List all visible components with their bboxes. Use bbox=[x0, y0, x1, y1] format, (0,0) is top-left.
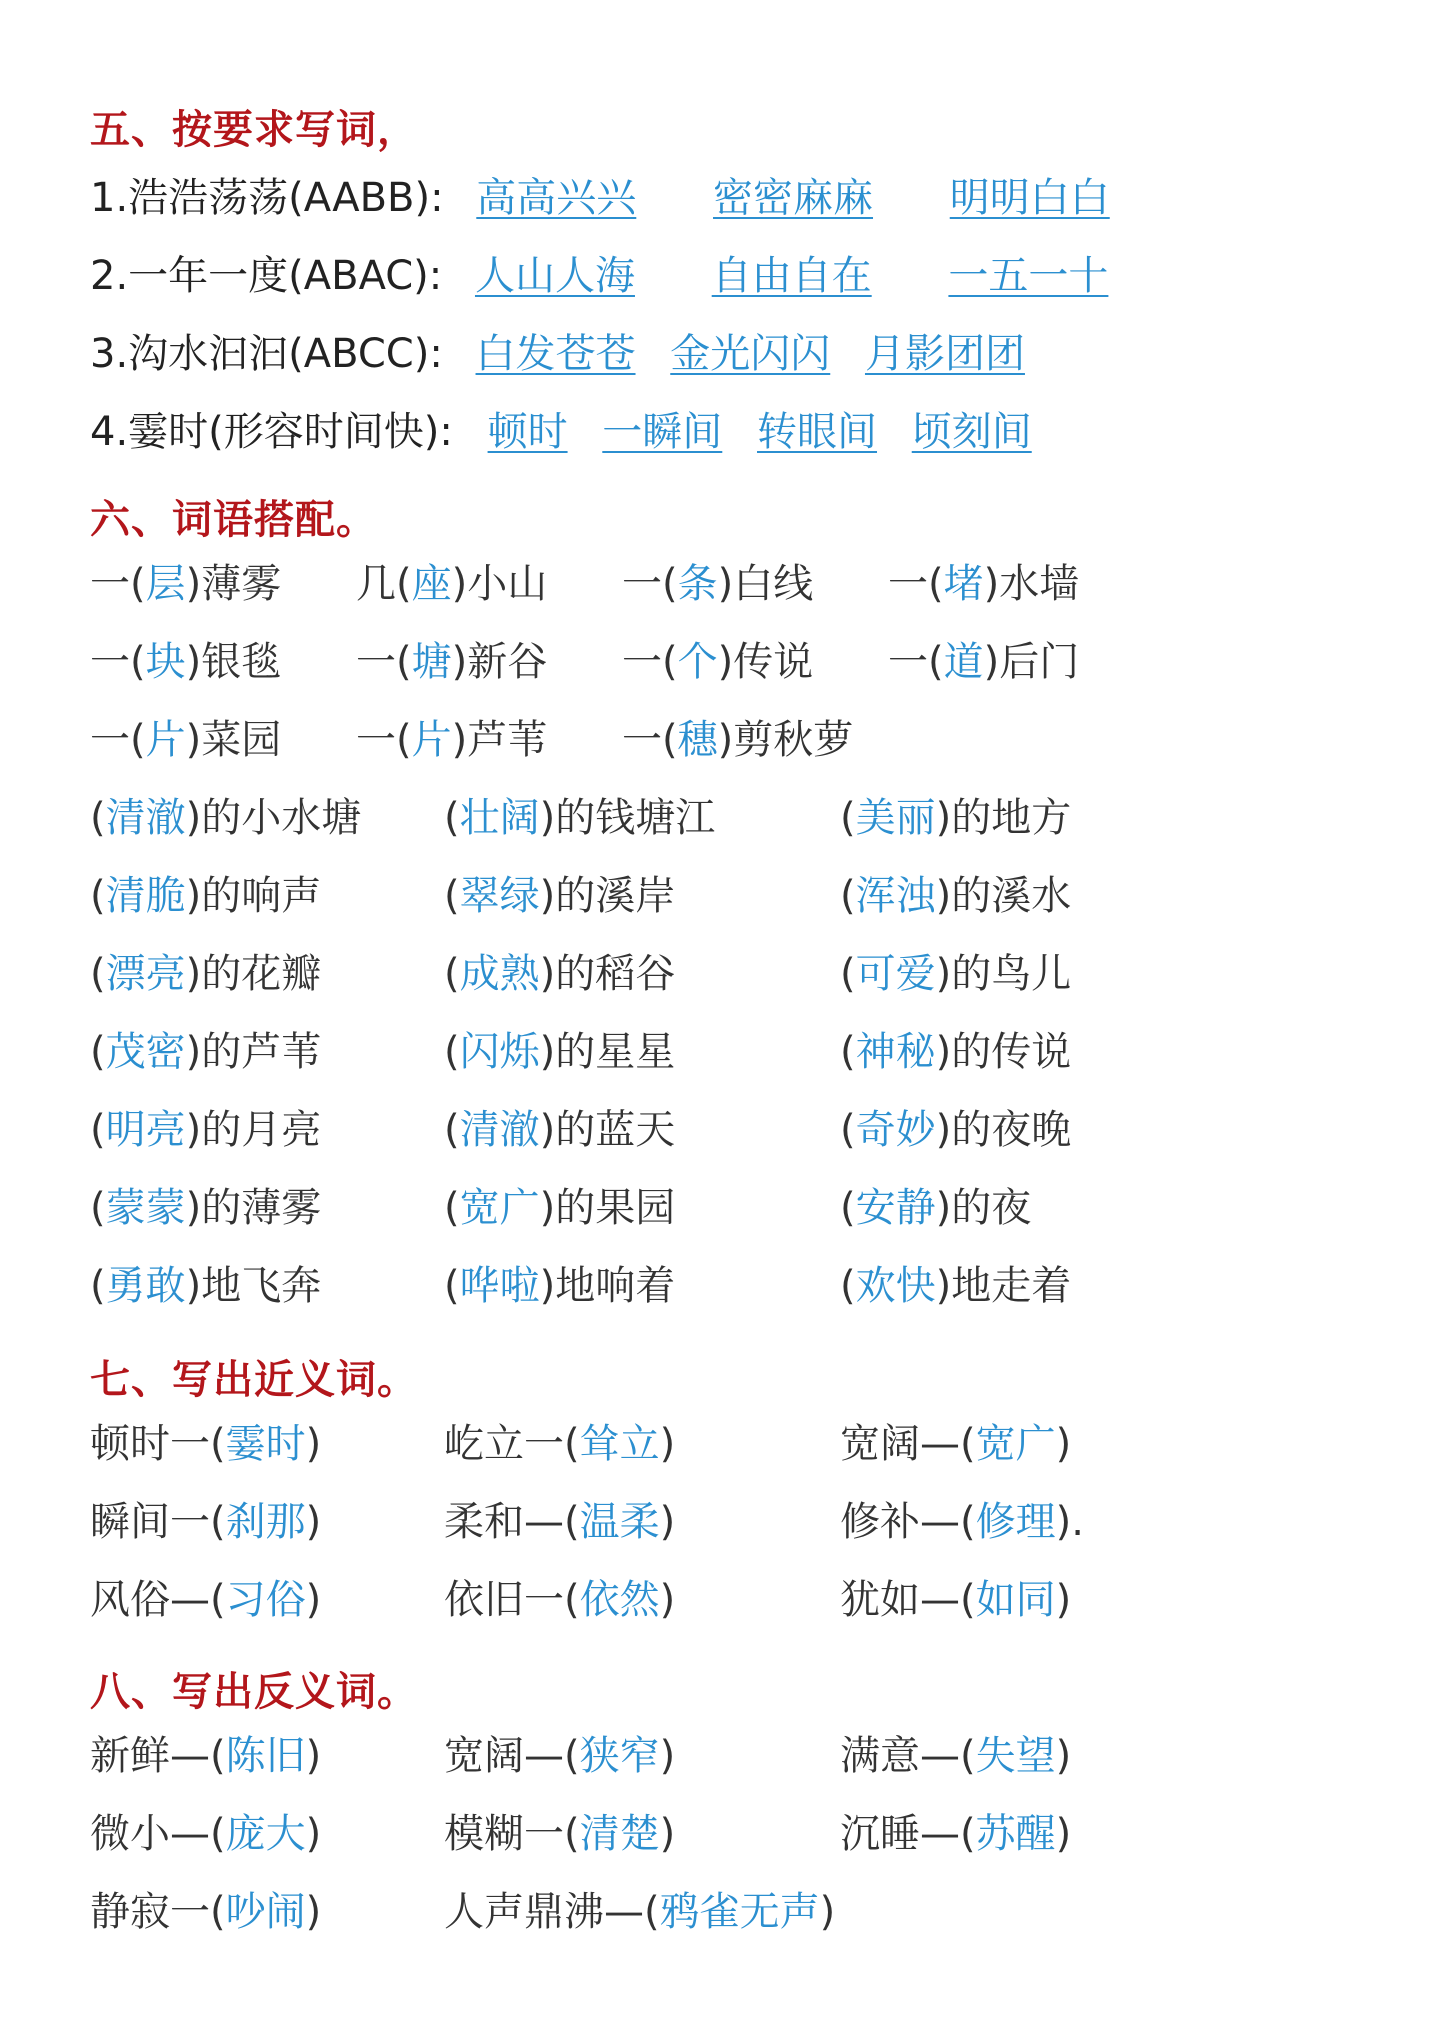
paren-open: ( bbox=[90, 1185, 106, 1231]
adjective-item bbox=[444, 1263, 676, 1309]
measure-item bbox=[90, 561, 282, 607]
paren-close: ) bbox=[1055, 1577, 1072, 1623]
adjective-suffix: )的花瓣 bbox=[185, 951, 322, 997]
paren-open: ( bbox=[840, 1263, 856, 1309]
antonym-item bbox=[444, 1733, 676, 1779]
synonym-answer: 习俗 bbox=[225, 1577, 306, 1623]
adjective-answer: 安静 bbox=[855, 1185, 936, 1231]
paren-close: ) bbox=[1055, 1811, 1072, 1857]
adjective-answer: 蒙蒙 bbox=[105, 1185, 186, 1231]
synonym-item bbox=[444, 1499, 676, 1545]
antonym-word: 人声鼎沸—( bbox=[444, 1889, 660, 1935]
measure-suffix: )传说 bbox=[717, 639, 814, 685]
adjective-suffix: )的芦苇 bbox=[185, 1029, 322, 1075]
adjective-suffix: )的鸟儿 bbox=[935, 951, 1072, 997]
adjective-suffix: )的果园 bbox=[539, 1185, 676, 1231]
synonym-item bbox=[840, 1421, 1072, 1467]
measure-item bbox=[90, 639, 282, 685]
synonym-item bbox=[90, 1421, 322, 1467]
s5-answer: 人山人海 bbox=[474, 253, 635, 299]
antonym-answer: 吵闹 bbox=[225, 1889, 306, 1935]
measure-item bbox=[356, 561, 548, 607]
synonym-item bbox=[90, 1499, 322, 1545]
adjective-answer: 哗啦 bbox=[459, 1263, 540, 1309]
paren-open: ( bbox=[90, 1029, 106, 1075]
measure-suffix: )芦苇 bbox=[451, 717, 548, 763]
adjective-item bbox=[90, 1107, 322, 1153]
synonym-answer: 霎时 bbox=[225, 1421, 306, 1467]
measure-suffix: )薄雾 bbox=[185, 561, 282, 607]
paren-close: ) bbox=[305, 1811, 322, 1857]
adjective-item bbox=[444, 951, 676, 997]
paren-open: ( bbox=[90, 1263, 106, 1309]
s5-answer: 白发苍苍 bbox=[475, 331, 636, 377]
measure-item bbox=[90, 717, 282, 763]
adjective-suffix: )的钱塘江 bbox=[539, 795, 716, 841]
antonym-item bbox=[90, 1733, 322, 1779]
synonym-word: 犹如—( bbox=[840, 1577, 976, 1623]
s5-line-label: 3.沟水汩汩(ABCC): bbox=[90, 331, 443, 377]
adjective-item bbox=[444, 795, 716, 841]
synonym-answer: 宽广 bbox=[975, 1421, 1056, 1467]
measure-item bbox=[622, 639, 814, 685]
adjective-answer: 翠绿 bbox=[459, 873, 540, 919]
paren-close: ). bbox=[1055, 1499, 1084, 1545]
antonym-item bbox=[444, 1811, 676, 1857]
section-6-title: 六、词语搭配。 bbox=[90, 497, 377, 543]
measure-answer: 堵 bbox=[943, 561, 984, 607]
adjective-suffix: )地响着 bbox=[539, 1263, 676, 1309]
antonym-word: 沉睡—( bbox=[840, 1811, 976, 1857]
paren-close: ) bbox=[659, 1421, 676, 1467]
adjective-answer: 成熟 bbox=[459, 951, 540, 997]
paren-open: ( bbox=[90, 1107, 106, 1153]
adjective-answer: 清澈 bbox=[459, 1107, 540, 1153]
measure-prefix: 一( bbox=[90, 717, 146, 763]
adjective-suffix: )的薄雾 bbox=[185, 1185, 322, 1231]
section-5-title: 五、按要求写词， bbox=[90, 107, 418, 153]
adjective-answer: 欢快 bbox=[855, 1263, 936, 1309]
s5-answer: 顷刻间 bbox=[911, 409, 1032, 455]
measure-answer: 层 bbox=[145, 561, 186, 607]
adjective-suffix: )的响声 bbox=[185, 873, 322, 919]
synonym-word: 修补—( bbox=[840, 1499, 976, 1545]
adjective-suffix: )的星星 bbox=[539, 1029, 676, 1075]
paren-close: ) bbox=[659, 1811, 676, 1857]
measure-suffix: )菜园 bbox=[185, 717, 282, 763]
adjective-suffix: )的溪水 bbox=[935, 873, 1072, 919]
s5-answer: 转眼间 bbox=[757, 409, 878, 455]
measure-answer: 塘 bbox=[411, 639, 452, 685]
paren-open: ( bbox=[840, 1029, 856, 1075]
antonym-word: 静寂一( bbox=[90, 1889, 226, 1935]
measure-prefix: 一( bbox=[90, 639, 146, 685]
synonym-item bbox=[840, 1499, 1084, 1545]
paren-close: ) bbox=[659, 1499, 676, 1545]
section-8-title: 八、写出反义词。 bbox=[90, 1669, 418, 1715]
antonym-answer: 狭窄 bbox=[579, 1733, 660, 1779]
paren-open: ( bbox=[90, 951, 106, 997]
measure-prefix: 几( bbox=[356, 561, 412, 607]
adjective-answer: 清脆 bbox=[105, 873, 186, 919]
adjective-answer: 茂密 bbox=[105, 1029, 186, 1075]
adjective-item bbox=[444, 1107, 676, 1153]
measure-answer: 穗 bbox=[677, 717, 718, 763]
s5-answer: 密密麻麻 bbox=[713, 175, 874, 221]
paren-close: ) bbox=[1055, 1421, 1072, 1467]
paren-open: ( bbox=[840, 873, 856, 919]
antonym-item bbox=[90, 1811, 322, 1857]
adjective-item bbox=[90, 1185, 322, 1231]
s5-answer: 金光闪闪 bbox=[670, 331, 831, 377]
paren-open: ( bbox=[840, 1185, 856, 1231]
paren-open: ( bbox=[444, 873, 460, 919]
adjective-suffix: )的夜 bbox=[935, 1185, 1032, 1231]
s5-answer: 明明白白 bbox=[949, 175, 1110, 221]
synonym-word: 柔和—( bbox=[444, 1499, 580, 1545]
adjective-item bbox=[90, 873, 322, 919]
antonym-item bbox=[840, 1733, 1072, 1779]
paren-close: ) bbox=[305, 1499, 322, 1545]
paren-open: ( bbox=[90, 873, 106, 919]
paren-close: ) bbox=[819, 1889, 836, 1935]
s5-line-1 bbox=[90, 175, 1110, 221]
s5-answer: 一瞬间 bbox=[602, 409, 723, 455]
synonym-answer: 刹那 bbox=[225, 1499, 306, 1545]
adjective-answer: 可爱 bbox=[855, 951, 936, 997]
measure-item bbox=[888, 639, 1080, 685]
measure-prefix: 一( bbox=[888, 561, 944, 607]
synonym-word: 顿时一( bbox=[90, 1421, 226, 1467]
paren-open: ( bbox=[444, 795, 460, 841]
synonym-answer: 修理 bbox=[975, 1499, 1056, 1545]
synonym-word: 依旧一( bbox=[444, 1577, 580, 1623]
measure-suffix: )银毯 bbox=[185, 639, 282, 685]
synonym-answer: 耸立 bbox=[579, 1421, 660, 1467]
s5-answer: 自由自在 bbox=[711, 253, 872, 299]
synonym-answer: 依然 bbox=[579, 1577, 660, 1623]
antonym-word: 模糊一( bbox=[444, 1811, 580, 1857]
paren-open: ( bbox=[444, 1107, 460, 1153]
paren-open: ( bbox=[840, 1107, 856, 1153]
measure-suffix: )水墙 bbox=[983, 561, 1080, 607]
paren-open: ( bbox=[444, 1263, 460, 1309]
adjective-suffix: )的蓝天 bbox=[539, 1107, 676, 1153]
synonym-answer: 温柔 bbox=[579, 1499, 660, 1545]
adjective-item bbox=[840, 951, 1072, 997]
adjective-item bbox=[840, 1107, 1072, 1153]
adjective-item bbox=[444, 873, 676, 919]
paren-open: ( bbox=[840, 951, 856, 997]
measure-prefix: 一( bbox=[622, 717, 678, 763]
paren-open: ( bbox=[444, 1029, 460, 1075]
adjective-item bbox=[840, 1029, 1072, 1075]
synonym-item bbox=[444, 1577, 676, 1623]
adjective-item bbox=[90, 1029, 322, 1075]
synonym-word: 宽阔—( bbox=[840, 1421, 976, 1467]
antonym-word: 新鲜—( bbox=[90, 1733, 226, 1779]
paren-close: ) bbox=[659, 1733, 676, 1779]
measure-answer: 块 bbox=[145, 639, 186, 685]
adjective-answer: 闪烁 bbox=[459, 1029, 540, 1075]
adjective-suffix: )地飞奔 bbox=[185, 1263, 322, 1309]
antonym-item bbox=[840, 1811, 1072, 1857]
adjective-answer: 宽广 bbox=[459, 1185, 540, 1231]
antonym-item bbox=[444, 1889, 836, 1935]
adjective-answer: 奇妙 bbox=[855, 1107, 936, 1153]
antonym-answer: 鸦雀无声 bbox=[659, 1889, 820, 1935]
measure-answer: 座 bbox=[411, 561, 452, 607]
measure-answer: 片 bbox=[411, 717, 452, 763]
adjective-item bbox=[840, 1263, 1072, 1309]
adjective-item bbox=[90, 951, 322, 997]
adjective-suffix: )的地方 bbox=[935, 795, 1072, 841]
synonym-word: 屹立一( bbox=[444, 1421, 580, 1467]
measure-item bbox=[622, 717, 854, 763]
paren-close: ) bbox=[305, 1889, 322, 1935]
paren-open: ( bbox=[444, 951, 460, 997]
adjective-answer: 壮阔 bbox=[459, 795, 540, 841]
adjective-suffix: )的夜晚 bbox=[935, 1107, 1072, 1153]
s5-line-2 bbox=[90, 253, 1109, 299]
s5-answer: 一五一十 bbox=[948, 253, 1109, 299]
measure-suffix: )新谷 bbox=[451, 639, 548, 685]
paren-close: ) bbox=[1055, 1733, 1072, 1779]
s5-line-label: 4.霎时(形容时间快): bbox=[90, 409, 453, 455]
adjective-item bbox=[840, 795, 1072, 841]
measure-suffix: )剪秋萝 bbox=[717, 717, 854, 763]
adjective-answer: 明亮 bbox=[105, 1107, 186, 1153]
paren-close: ) bbox=[305, 1421, 322, 1467]
measure-prefix: 一( bbox=[356, 639, 412, 685]
measure-suffix: )后门 bbox=[983, 639, 1080, 685]
antonym-answer: 失望 bbox=[975, 1733, 1056, 1779]
adjective-suffix: )的传说 bbox=[935, 1029, 1072, 1075]
measure-suffix: )小山 bbox=[451, 561, 548, 607]
antonym-answer: 庞大 bbox=[225, 1811, 306, 1857]
adjective-answer: 美丽 bbox=[855, 795, 936, 841]
s5-answer: 月影团团 bbox=[864, 331, 1025, 377]
measure-item bbox=[356, 639, 548, 685]
measure-prefix: 一( bbox=[622, 639, 678, 685]
antonym-answer: 清楚 bbox=[579, 1811, 660, 1857]
measure-suffix: )白线 bbox=[717, 561, 814, 607]
synonym-item bbox=[444, 1421, 676, 1467]
paren-open: ( bbox=[444, 1185, 460, 1231]
s5-line-4 bbox=[90, 409, 1032, 455]
adjective-answer: 神秘 bbox=[855, 1029, 936, 1075]
adjective-item bbox=[444, 1029, 676, 1075]
s5-line-3 bbox=[90, 331, 1025, 377]
measure-item bbox=[622, 561, 814, 607]
measure-answer: 条 bbox=[677, 561, 718, 607]
adjective-suffix: )的小水塘 bbox=[185, 795, 362, 841]
adjective-item bbox=[90, 1263, 322, 1309]
antonym-item bbox=[90, 1889, 322, 1935]
adjective-item bbox=[840, 873, 1072, 919]
paren-open: ( bbox=[840, 795, 856, 841]
adjective-answer: 清澈 bbox=[105, 795, 186, 841]
measure-prefix: 一( bbox=[622, 561, 678, 607]
adjective-suffix: )的稻谷 bbox=[539, 951, 676, 997]
antonym-answer: 陈旧 bbox=[225, 1733, 306, 1779]
measure-answer: 道 bbox=[943, 639, 984, 685]
synonym-answer: 如同 bbox=[975, 1577, 1056, 1623]
measure-prefix: 一( bbox=[90, 561, 146, 607]
paren-close: ) bbox=[305, 1733, 322, 1779]
antonym-word: 宽阔—( bbox=[444, 1733, 580, 1779]
section-7-title: 七、写出近义词。 bbox=[90, 1357, 418, 1403]
s5-answer: 顿时 bbox=[487, 409, 568, 455]
adjective-answer: 勇敢 bbox=[105, 1263, 186, 1309]
s5-line-label: 2.一年一度(ABAC): bbox=[90, 253, 443, 299]
adjective-answer: 浑浊 bbox=[855, 873, 936, 919]
paren-open: ( bbox=[90, 795, 106, 841]
antonym-word: 满意—( bbox=[840, 1733, 976, 1779]
measure-prefix: 一( bbox=[888, 639, 944, 685]
synonym-word: 风俗—( bbox=[90, 1577, 226, 1623]
adjective-suffix: )的溪岸 bbox=[539, 873, 676, 919]
adjective-suffix: )的月亮 bbox=[185, 1107, 322, 1153]
adjective-item bbox=[444, 1185, 676, 1231]
synonym-item bbox=[840, 1577, 1072, 1623]
adjective-item bbox=[840, 1185, 1032, 1231]
antonym-word: 微小—( bbox=[90, 1811, 226, 1857]
measure-answer: 片 bbox=[145, 717, 186, 763]
paren-close: ) bbox=[305, 1577, 322, 1623]
measure-item bbox=[888, 561, 1080, 607]
measure-prefix: 一( bbox=[356, 717, 412, 763]
measure-answer: 个 bbox=[677, 639, 718, 685]
s5-answer: 高高兴兴 bbox=[476, 175, 637, 221]
adjective-suffix: )地走着 bbox=[935, 1263, 1072, 1309]
antonym-answer: 苏醒 bbox=[975, 1811, 1056, 1857]
s5-line-label: 1.浩浩荡荡(AABB): bbox=[90, 175, 444, 221]
adjective-item bbox=[90, 795, 362, 841]
measure-item bbox=[356, 717, 548, 763]
paren-close: ) bbox=[659, 1577, 676, 1623]
adjective-answer: 漂亮 bbox=[105, 951, 186, 997]
synonym-item bbox=[90, 1577, 322, 1623]
synonym-word: 瞬间一( bbox=[90, 1499, 226, 1545]
